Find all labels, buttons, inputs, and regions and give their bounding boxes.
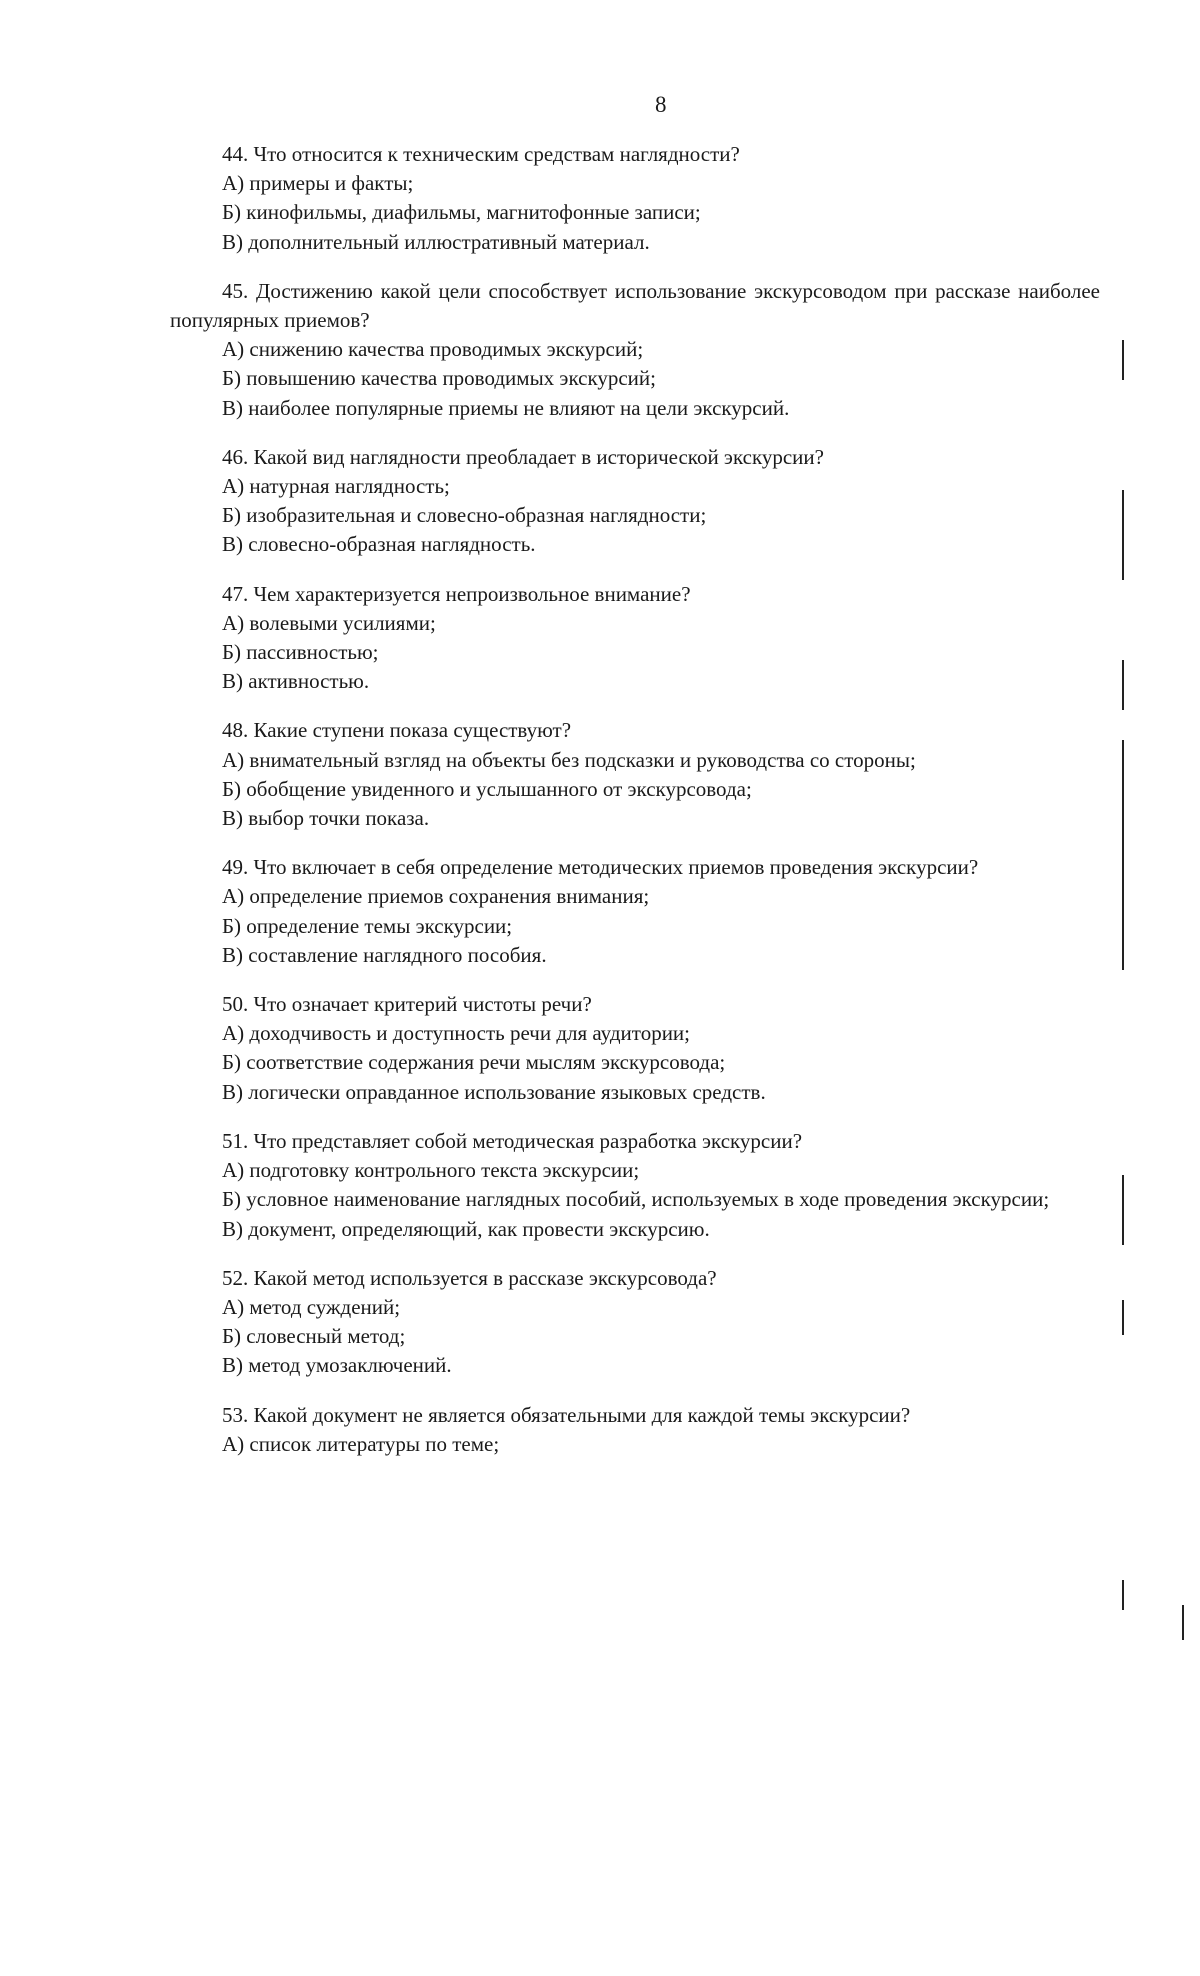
question-text: 47. Чем характеризуется непроизвольное внимание? xyxy=(222,581,691,606)
option-a: А) примеры и факты; xyxy=(222,171,414,196)
option-c: В) составление наглядного пособия. xyxy=(222,942,547,967)
question-text: 52. Какой метод используется в рассказе экскурсовода? xyxy=(222,1265,717,1290)
question-text: 46. Какой вид наглядности преобладает в исторической экскурсии? xyxy=(222,444,824,469)
option-a: А) натурная наглядность; xyxy=(222,474,450,499)
question-text: 50. Что означает критерий чистоты речи? xyxy=(222,992,592,1017)
scan-mark xyxy=(1122,1580,1124,1610)
scan-mark xyxy=(1122,740,1124,970)
question-text: 44. Что относится к техническим средствам наглядности? xyxy=(222,142,740,166)
question-text: 49. Что включает в себя определение методических приемов проведения экскурсии? xyxy=(222,855,979,880)
option-b: Б) обобщение увиденного и услышанного от экскурсовода; xyxy=(222,776,752,801)
option-b: Б) условное наименование наглядных пособий, используемых в ходе проведения экскурсии; xyxy=(222,1187,1050,1212)
scan-mark xyxy=(1122,340,1124,380)
scan-mark xyxy=(1122,490,1124,580)
question-44 xyxy=(222,140,1100,257)
scan-mark xyxy=(1182,1605,1184,1640)
question-52 xyxy=(222,1264,1100,1381)
option-c: В) дополнительный иллюстративный материал. xyxy=(222,229,650,254)
option-b: Б) соответствие содержания речи мыслям экскурсовода; xyxy=(222,1050,726,1075)
scan-mark xyxy=(1122,1300,1124,1335)
question-list xyxy=(170,140,1100,1479)
option-a: А) внимательный взгляд на объекты без подсказки и руководства со стороны; xyxy=(222,747,916,772)
question-text: 51. Что представляет собой методическая разработка экскурсии? xyxy=(222,1128,803,1153)
option-a: А) список литературы по теме; xyxy=(222,1431,500,1456)
option-b: Б) изобразительная и словесно-образная наглядности; xyxy=(222,503,707,528)
scan-mark xyxy=(1122,660,1124,710)
option-c: В) наиболее популярные приемы не влияют на цели экскурсий. xyxy=(222,395,790,420)
question-text: 48. Какие ступени показа существуют? xyxy=(222,718,572,743)
question-46 xyxy=(222,443,1100,560)
scan-mark xyxy=(1122,1175,1124,1245)
page-number: 8 xyxy=(655,92,667,117)
option-c: В) логически оправданное использование языковых средств. xyxy=(222,1079,766,1104)
question-49 xyxy=(222,853,1100,970)
option-b: Б) повышению качества проводимых экскурсий; xyxy=(222,366,656,391)
option-b: Б) пассивностью; xyxy=(222,640,379,665)
option-a: А) подготовку контрольного текста экскурсии; xyxy=(222,1158,640,1183)
option-c: В) документ, определяющий, как провести экскурсию. xyxy=(222,1216,710,1241)
question-47 xyxy=(222,580,1100,697)
option-c: В) метод умозаключений. xyxy=(222,1353,452,1378)
option-a: А) волевыми усилиями; xyxy=(222,610,436,635)
option-a: А) метод суждений; xyxy=(222,1294,401,1319)
question-51 xyxy=(222,1127,1100,1244)
question-50 xyxy=(222,990,1100,1107)
option-b: Б) определение темы экскурсии; xyxy=(222,913,513,938)
question-53 xyxy=(222,1401,1100,1459)
option-c: В) активностью. xyxy=(222,669,370,694)
question-48 xyxy=(222,716,1100,833)
option-a: А) снижению качества проводимых экскурсий; xyxy=(222,337,644,362)
question-text: 45. Достижению какой цели способствует использование экскурсоводом при рассказе наиболее популярных приемов? xyxy=(170,278,1100,333)
question-text: 53. Какой документ не является обязательными для каждой темы экскурсии? xyxy=(222,1402,911,1427)
option-c: В) словесно-образная наглядность. xyxy=(222,532,536,557)
option-a: А) определение приемов сохранения внимания; xyxy=(222,884,650,909)
option-b: Б) словесный метод; xyxy=(222,1324,406,1349)
question-45 xyxy=(170,277,1100,423)
option-b: Б) кинофильмы, диафильмы, магнитофонные записи; xyxy=(222,200,701,225)
option-a: А) доходчивость и доступность речи для аудитории; xyxy=(222,1021,690,1046)
option-c: В) выбор точки показа. xyxy=(222,806,430,831)
